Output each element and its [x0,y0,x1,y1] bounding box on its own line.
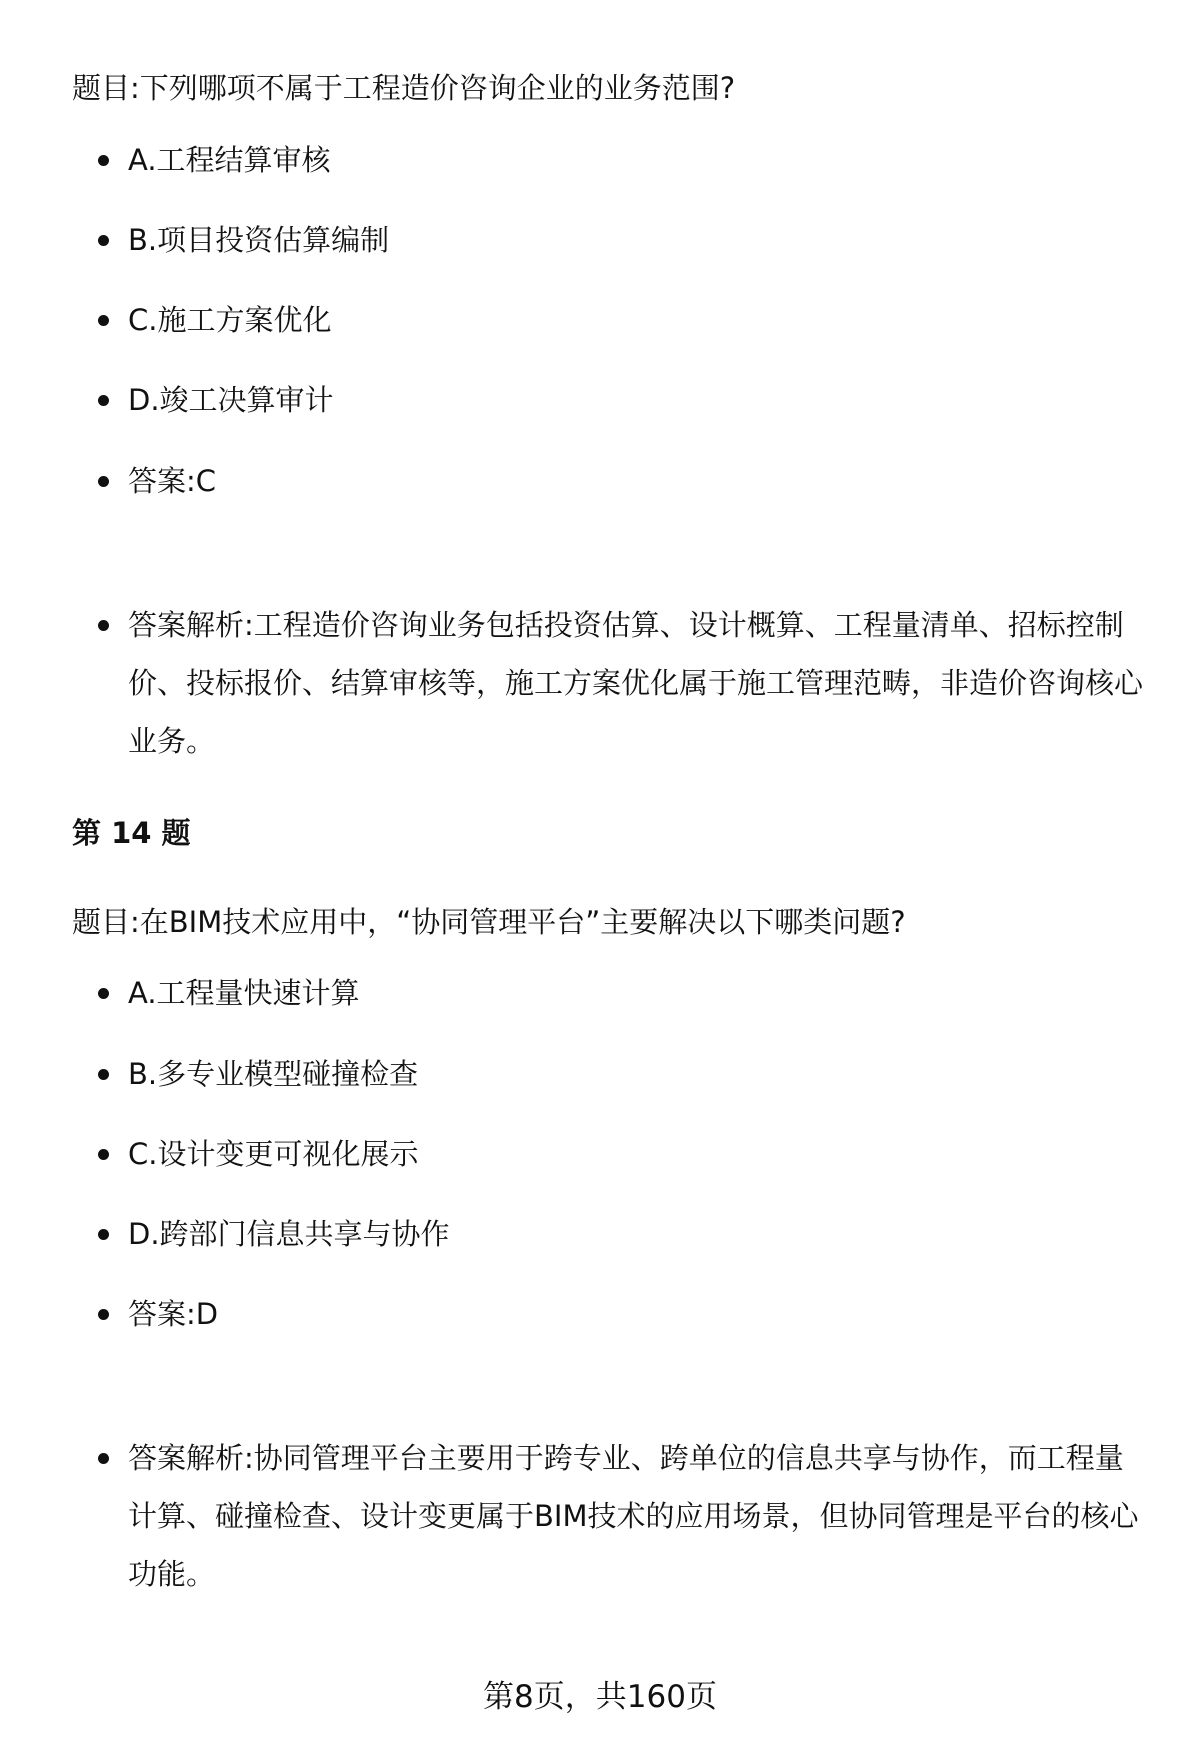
bullet-icon [98,1229,109,1240]
page-indicator: 第8页，共160页 [483,1679,717,1715]
question-13-option-b: B.项目投资估算编制 [128,211,1148,260]
question-14-option-c: C.设计变更可视化展示 [128,1125,1148,1174]
question-13-answer: 答案:C [128,452,1148,501]
bullet-icon [98,476,109,487]
bullet-icon [98,1069,109,1080]
bullet-icon [98,988,109,999]
bullet-icon [98,395,109,406]
bullet-icon [98,1309,109,1320]
question-14-option-d: D.跨部门信息共享与协作 [128,1205,1148,1254]
question-14-option-b: B.多专业模型碰撞检查 [128,1045,1148,1094]
question-13-text: 题目:下列哪项不属于工程造价咨询企业的业务范围? [72,71,736,105]
bullet-icon [98,620,109,631]
question-14-heading: 第 14 题 [72,816,191,850]
question-14-option-a: A.工程量快速计算 [128,964,1148,1013]
bullet-icon [98,315,109,326]
question-13-analysis: 答案解析:工程造价咨询业务包括投资估算、设计概算、工程量清单、招标控制价、投标报价、结算审核等，施工方案优化属于施工管理范畴，非造价咨询核心业务。 [128,596,1148,770]
question-13-option-d: D.竣工决算审计 [128,371,1148,420]
bullet-icon [98,1149,109,1160]
question-13-option-a: A.工程结算审核 [128,131,1148,180]
question-14-text: 题目:在BIM技术应用中，“协同管理平台”主要解决以下哪类问题? [72,905,906,939]
bullet-icon [98,155,109,166]
question-13-option-c: C.施工方案优化 [128,291,1148,340]
question-14-analysis: 答案解析:协同管理平台主要用于跨专业、跨单位的信息共享与协作，而工程量计算、碰撞检查、设计变更属于BIM技术的应用场景，但协同管理是平台的核心功能。 [128,1429,1148,1603]
bullet-icon [98,1453,109,1464]
question-14-answer: 答案:D [128,1285,1148,1334]
bullet-icon [98,235,109,246]
